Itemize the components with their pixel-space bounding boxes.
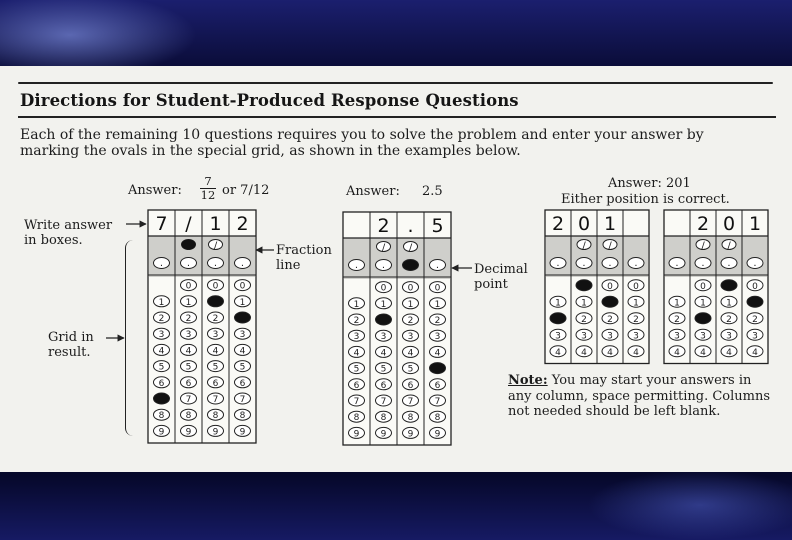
page-title: Directions for Student-Produced Response Questions xyxy=(20,91,519,110)
digit-oval-label: 3 xyxy=(212,330,219,341)
answer-box-char: 2 xyxy=(696,213,710,235)
answer-box-char: 1 xyxy=(748,213,762,235)
slash-oval-label: / xyxy=(727,240,731,252)
digit-oval-label: 1 xyxy=(185,297,192,308)
slash-oval-label: / xyxy=(608,240,612,252)
digit-oval-label: 3 xyxy=(380,332,387,343)
digit-oval-label: 4 xyxy=(158,346,165,357)
digit-oval-label: 1 xyxy=(158,297,165,308)
digit-oval-label: 2 xyxy=(185,314,192,324)
digit-oval-label: 1 xyxy=(434,299,441,310)
example3-answer-sub: Either position is correct. xyxy=(561,192,730,207)
digit-oval-filled xyxy=(208,296,224,307)
digit-oval-label: 6 xyxy=(212,378,219,389)
digit-oval-label: 4 xyxy=(700,347,706,358)
decimal-oval-label: . xyxy=(634,258,638,269)
answer-box-char: 2 xyxy=(236,213,249,235)
digit-oval-label: 0 xyxy=(752,281,758,292)
digit-oval-label: 4 xyxy=(555,347,561,358)
digit-oval-label: 1 xyxy=(674,298,680,309)
digit-oval-label: 1 xyxy=(726,298,732,309)
digit-oval-label: 7 xyxy=(380,397,387,407)
answer-box-char: 2 xyxy=(377,215,390,237)
digit-oval-label: 5 xyxy=(185,362,192,373)
digit-oval-label: 4 xyxy=(407,348,414,359)
example2-answer-label: Answer: xyxy=(346,184,400,199)
decimal-oval-label: . xyxy=(556,258,560,269)
digit-oval-label: 5 xyxy=(239,362,246,373)
digit-oval-label: 9 xyxy=(380,429,387,440)
digit-oval-label: 5 xyxy=(380,364,387,375)
digit-oval-label: 2 xyxy=(752,314,758,325)
decimal-point-annotation: Decimal point xyxy=(474,262,528,292)
digit-oval-label: 9 xyxy=(353,429,360,440)
digit-oval-label: 9 xyxy=(185,427,192,438)
slash-oval-label: / xyxy=(408,242,413,254)
decimal-oval-label: . xyxy=(159,258,164,269)
digit-oval-filled xyxy=(430,363,446,374)
digit-oval-label: 1 xyxy=(700,298,706,309)
digit-oval-filled xyxy=(376,314,392,325)
digit-oval-label: 6 xyxy=(158,378,165,389)
digit-oval-label: 2 xyxy=(607,314,613,325)
example1-answer-text: or 7/12 xyxy=(222,183,270,198)
digit-oval-label: 9 xyxy=(434,429,441,440)
digit-oval-label: 6 xyxy=(380,380,387,391)
digit-oval-label: 3 xyxy=(239,330,246,341)
digit-oval-filled xyxy=(747,296,763,307)
digit-oval-label: 7 xyxy=(434,397,441,407)
slash-oval-label: / xyxy=(213,240,218,252)
digit-oval-label: 3 xyxy=(158,330,165,341)
digit-oval-label: 5 xyxy=(353,364,360,375)
decimal-oval-label: . xyxy=(240,258,245,269)
digit-oval-filled xyxy=(550,313,566,324)
note-label: Note: xyxy=(508,373,548,388)
answer-box-char: 5 xyxy=(431,215,444,237)
grid-in-annotation: Grid in result. xyxy=(48,330,94,360)
digit-oval-label: 5 xyxy=(212,362,219,373)
digit-oval-label: 1 xyxy=(581,298,587,309)
digit-oval-label: 1 xyxy=(407,299,414,310)
digit-oval-label: 0 xyxy=(434,283,441,294)
decimal-oval-label: . xyxy=(213,258,218,269)
digit-oval-label: 3 xyxy=(607,331,613,342)
digit-oval-label: 1 xyxy=(555,298,561,309)
digit-oval-label: 3 xyxy=(633,331,639,342)
decimal-oval-label: . xyxy=(186,258,191,269)
answer-box-char: 0 xyxy=(577,213,591,235)
digit-oval-label: 2 xyxy=(581,314,587,325)
digit-oval-filled xyxy=(721,280,737,291)
decimal-oval-label: . xyxy=(675,258,679,269)
slash-oval-filled xyxy=(182,240,196,250)
fraction-line-annotation: Fraction line xyxy=(276,243,332,273)
answer-box-char: 2 xyxy=(551,213,565,235)
decimal-oval-label: . xyxy=(381,260,386,271)
digit-oval-label: 3 xyxy=(555,331,561,342)
digit-oval-label: 4 xyxy=(674,347,680,358)
digit-oval-label: 7 xyxy=(239,395,246,405)
fraction-numerator: 7 xyxy=(204,174,212,188)
digit-oval-label: 8 xyxy=(185,411,192,422)
answer-box-char: 1 xyxy=(209,213,222,235)
digit-oval-label: 4 xyxy=(726,347,732,358)
decimal-oval-label: . xyxy=(727,258,731,269)
note-body: You may start your answers in any column, space permitting. Columns not needed should be left blank. xyxy=(508,373,771,419)
digit-oval-label: 0 xyxy=(212,281,219,292)
digit-oval-filled xyxy=(695,313,711,324)
digit-oval-label: 9 xyxy=(239,427,246,438)
digit-oval-label: 0 xyxy=(239,281,246,292)
digit-oval-label: 2 xyxy=(158,314,165,324)
digit-oval-label: 1 xyxy=(380,299,387,310)
digit-oval-label: 7 xyxy=(185,395,192,405)
decimal-oval-label: . xyxy=(435,260,440,271)
digit-oval-label: 4 xyxy=(633,347,639,358)
digit-oval-label: 1 xyxy=(239,297,246,308)
slash-oval-label: / xyxy=(701,240,705,252)
digit-oval-filled xyxy=(602,296,618,307)
digit-oval-label: 0 xyxy=(700,281,706,292)
digit-oval-filled xyxy=(154,393,170,404)
digit-oval-label: 7 xyxy=(212,395,219,405)
digit-oval-label: 2 xyxy=(726,314,732,325)
answer-box-char: 0 xyxy=(722,213,736,235)
decimal-oval-label: . xyxy=(354,260,359,271)
digit-oval-label: 1 xyxy=(633,298,639,309)
digit-oval-label: 6 xyxy=(185,378,192,389)
digit-oval-label: 3 xyxy=(185,330,192,341)
digit-oval-filled xyxy=(576,280,592,291)
example3-answer-label: Answer: 201 xyxy=(608,176,691,191)
digit-oval-label: 5 xyxy=(158,362,165,373)
digit-oval-label: 5 xyxy=(407,364,414,375)
decimal-oval-label: . xyxy=(753,258,757,269)
digit-oval-label: 3 xyxy=(407,332,414,343)
digit-oval-label: 7 xyxy=(353,397,360,407)
decimal-oval-label: . xyxy=(608,258,612,269)
digit-oval-label: 6 xyxy=(239,378,246,389)
slash-oval-label: / xyxy=(381,242,386,254)
answer-box-char: / xyxy=(185,213,192,235)
digit-oval-label: 8 xyxy=(158,411,165,422)
digit-oval-label: 3 xyxy=(353,332,360,343)
digit-oval-label: 8 xyxy=(353,413,360,424)
digit-oval-label: 0 xyxy=(380,283,387,294)
digit-oval-label: 4 xyxy=(239,346,246,357)
digit-oval-label: 8 xyxy=(380,413,387,424)
digit-oval-label: 3 xyxy=(752,331,758,342)
digit-oval-label: 0 xyxy=(407,283,414,294)
digit-oval-label: 4 xyxy=(434,348,441,359)
digit-oval-label: 2 xyxy=(434,316,441,326)
answer-box-char: 7 xyxy=(155,213,168,235)
digit-oval-label: 2 xyxy=(674,314,680,325)
digit-oval-label: 4 xyxy=(380,348,387,359)
digit-oval-label: 2 xyxy=(212,314,219,324)
digit-oval-label: 3 xyxy=(434,332,441,343)
digit-oval-label: 4 xyxy=(581,347,587,358)
digit-oval-label: 8 xyxy=(239,411,246,422)
intro-text: Each of the remaining 10 questions requires you to solve the problem and enter your answer by marking the ovals in the special grid, as shown in the examples below. xyxy=(20,127,704,159)
digit-oval-label: 0 xyxy=(633,281,639,292)
digit-oval-label: 0 xyxy=(185,281,192,292)
write-answer-annotation: Write answer in boxes. xyxy=(24,218,113,248)
slash-oval-label: / xyxy=(582,240,586,252)
digit-oval-label: 9 xyxy=(407,429,414,440)
answer-box-char: 1 xyxy=(603,213,617,235)
decimal-oval xyxy=(403,260,419,271)
example1-answer-label: Answer: xyxy=(128,183,182,198)
digit-oval-label: 8 xyxy=(407,413,414,424)
digit-oval-label: 6 xyxy=(407,380,414,391)
digit-oval-label: 4 xyxy=(212,346,219,357)
digit-oval-label: 2 xyxy=(633,314,639,325)
digit-oval-label: 4 xyxy=(752,347,758,358)
digit-oval-label: 4 xyxy=(607,347,613,358)
fraction-denominator: 12 xyxy=(200,188,216,202)
digit-oval-filled xyxy=(235,312,251,323)
digit-oval-label: 4 xyxy=(353,348,360,359)
digit-oval-label: 3 xyxy=(581,331,587,342)
digit-oval-label: 3 xyxy=(674,331,680,342)
digit-oval-label: 7 xyxy=(407,397,414,407)
example2-answer-text: 2.5 xyxy=(422,184,443,199)
digit-oval-label: 3 xyxy=(726,331,732,342)
decimal-oval-label: . xyxy=(582,258,586,269)
digit-oval-label: 6 xyxy=(434,380,441,391)
digit-oval-label: 4 xyxy=(185,346,192,357)
decimal-oval-label: . xyxy=(701,258,705,269)
digit-oval-label: 2 xyxy=(407,316,414,326)
digit-oval-label: 3 xyxy=(700,331,706,342)
digit-oval-label: 0 xyxy=(607,281,613,292)
answer-box-char: . xyxy=(407,215,414,237)
digit-oval-label: 6 xyxy=(353,380,360,391)
digit-oval-label: 2 xyxy=(353,316,360,326)
digit-oval-label: 1 xyxy=(353,299,360,310)
digit-oval-label: 8 xyxy=(434,413,441,424)
digit-oval-label: 8 xyxy=(212,411,219,422)
digit-oval-label: 9 xyxy=(158,427,165,438)
digit-oval-label: 9 xyxy=(212,427,219,438)
